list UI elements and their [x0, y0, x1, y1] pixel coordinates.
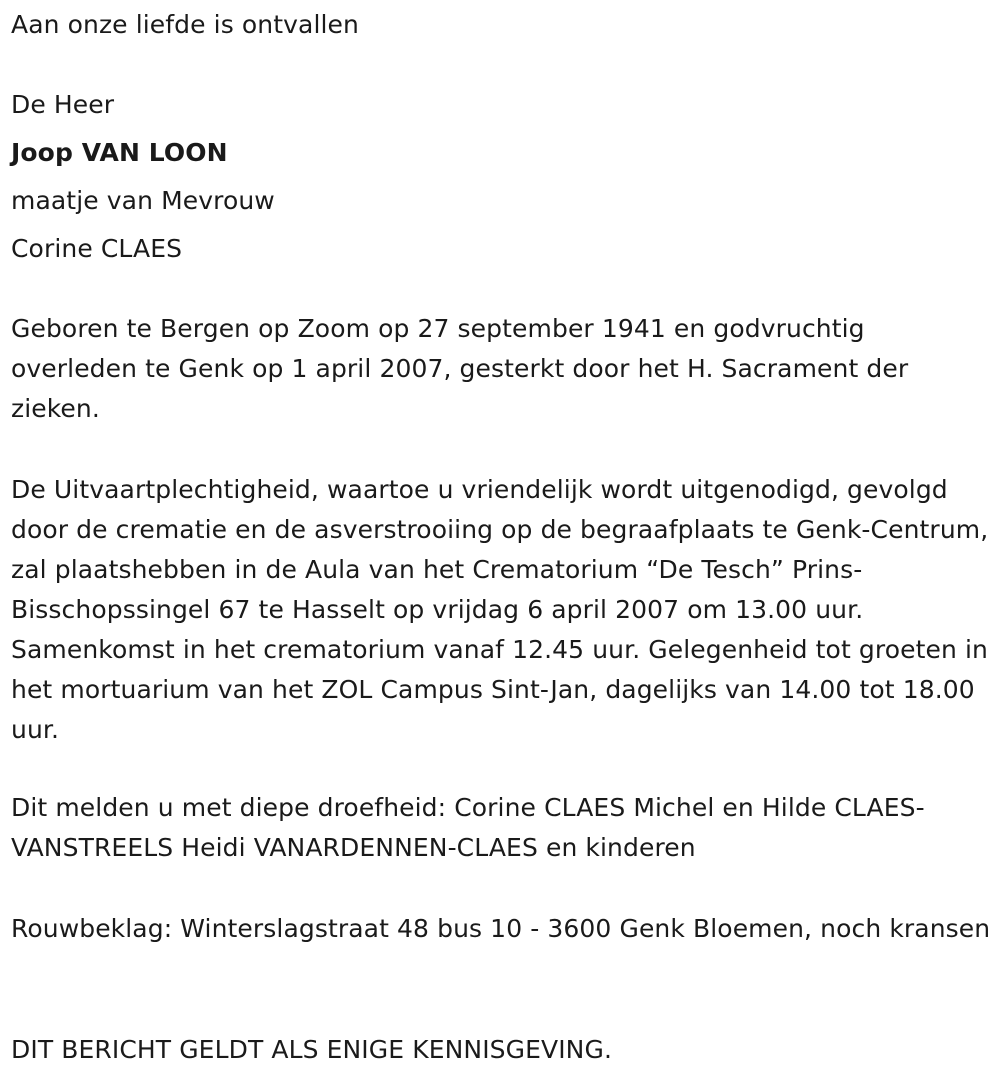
deceased-name: Joop VAN LOON — [11, 138, 228, 167]
title-prefix: De Heer — [11, 90, 115, 119]
condolences-paragraph: Rouwbeklag: Winterslagstraat 48 bus 10 - 3600 Genk Bloemen, noch kransen — [11, 914, 991, 943]
birth-death-paragraph: Geboren te Bergen op Zoom op 27 september 1941 en godvruchtig overleden te Genk op 1 april 2007, gesterkt door het H. Sacrament der zieken. — [11, 314, 909, 423]
intro-line: Aan onze liefde is ontvallen — [11, 10, 359, 39]
announcers-paragraph: Dit melden u met diepe droefheid: Corine CLAES Michel en Hilde CLAES-VANSTREELS Heidi VANARDENNEN-CLAES en kinderen — [11, 793, 925, 862]
closing-line: DIT BERICHT GELDT ALS ENIGE KENNISGEVING. — [11, 1035, 612, 1064]
ceremony-paragraph: De Uitvaartplechtigheid, waartoe u vriendelijk wordt uitgenodigd, gevolgd door de crematie en de asverstrooiing op de begraafplaats te Genk-Centrum, zal plaatshebben in de Aula van het Crematorium “De Tesch” Prins-Bisschopssingel 67 te Hasselt op vrijdag 6 april 2007 om 13.00 uur. Samenkomst in het crematorium vanaf 12.45 uur. Gelegenheid tot groeten in het mortuarium van het ZOL Campus Sint-Jan, dagelijks van 14.00 tot 18.00 uur. — [11, 475, 989, 744]
relation-line: maatje van Mevrouw — [11, 186, 275, 215]
partner-name: Corine CLAES — [11, 234, 183, 263]
